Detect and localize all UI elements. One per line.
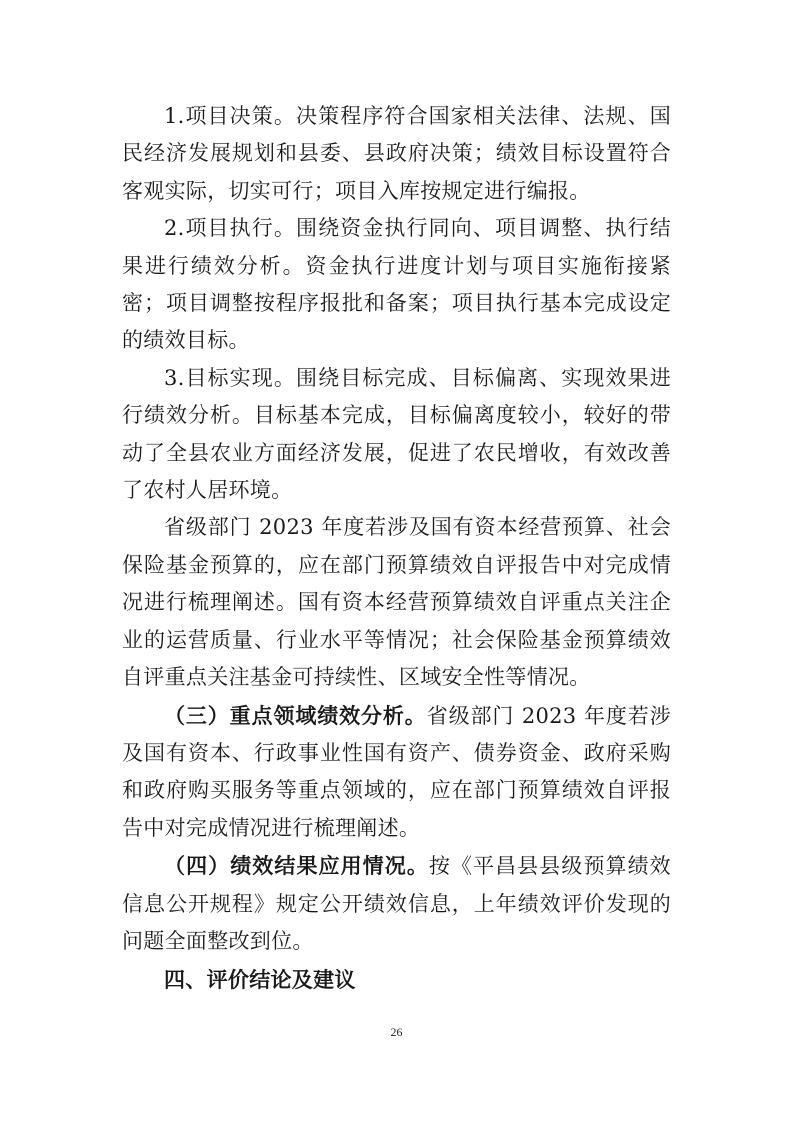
paragraph-lead-heading: （四）绩效结果应用情况。 [164, 853, 429, 879]
paragraph-key-areas [122, 697, 671, 848]
paragraph-text: 按《平昌县县级预算绩效信息公开规程》规定公开绩效信息，上年绩效评价发现的问题全面整改到位。 [122, 854, 671, 953]
paragraph-project-execution [122, 210, 671, 360]
paragraph-goal-achievement [122, 360, 671, 510]
paragraph-project-decision [122, 98, 671, 210]
paragraph-results-application [122, 847, 671, 960]
paragraph-state-capital-budget [122, 509, 671, 696]
paragraph-text: 省级部门 2023 年度若涉及国有资本、行政事业性国有资产、债券资金、政府采购和政府购买服务等重点领域的，应在部门预算绩效自评报告中对完成情况进行梳理阐述。 [122, 703, 671, 840]
paragraph-text: 2.项目执行。围绕资金执行同向、项目调整、执行结果进行绩效分析。资金执行进度计划与项目实施衔接紧密；项目调整按程序报批和备案；项目执行基本完成设定的绩效目标。 [122, 216, 671, 353]
paragraph-text: 3.目标实现。围绕目标完成、目标偏离、实现效果进行绩效分析。目标基本完成，目标偏离度较小，较好的带动了全县农业方面经济发展，促进了农民增收，有效改善了农村人居环境。 [122, 365, 671, 503]
section-heading: 四、评价结论及建议 [164, 967, 356, 993]
paragraph-text: 1.项目决策。决策程序符合国家相关法律、法规、国民经济发展规划和县委、县政府决策；绩效目标设置符合客观实际，切实可行；项目入库按规定进行编报。 [122, 104, 671, 203]
paragraph-lead-heading: （三）重点领域绩效分析。 [164, 702, 427, 728]
page-number: 26 [390, 1025, 403, 1039]
paragraph-text: 省级部门 2023 年度若涉及国有资本经营预算、社会保险基金预算的，应在部门预算绩效自评报告中对完成情况进行梳理阐述。国有资本经营预算绩效自评重点关注企业的运营质量、行业水平等情况；社会保险基金预算绩效自评重点关注基金可持续性、区域安全性等情况。 [122, 515, 671, 690]
document-body [122, 98, 671, 1000]
